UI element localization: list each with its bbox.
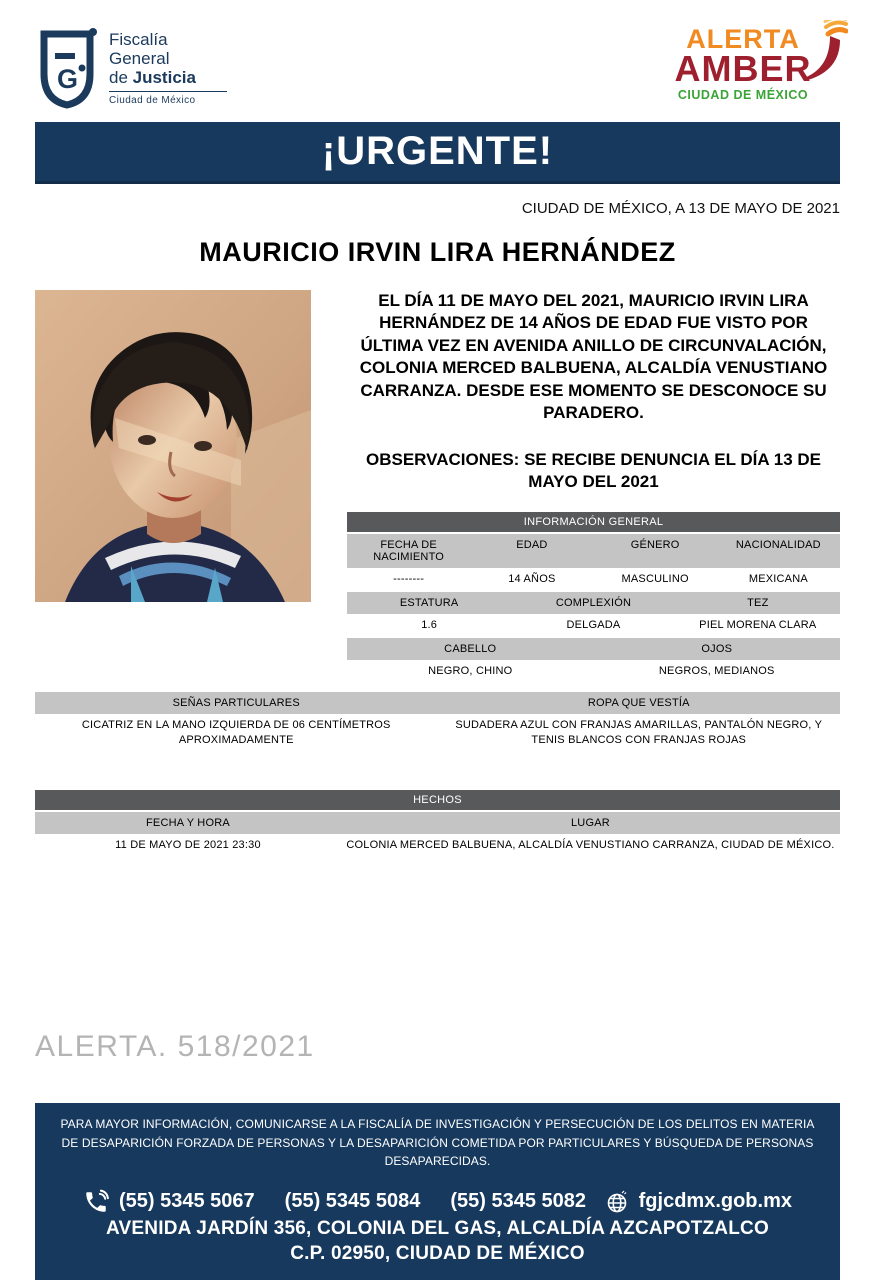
address-line-2: C.P. 02950, CIUDAD DE MÉXICO xyxy=(290,1242,585,1264)
amber-swoosh-icon xyxy=(800,20,848,87)
info-value-row-1 xyxy=(347,568,840,590)
contact-row xyxy=(55,1189,820,1215)
fecha-hora-value: 11 DE MAYO DE 2021 23:30 xyxy=(115,839,261,852)
col-header: FECHA DE NACIMIENTO xyxy=(373,538,445,563)
phone-number-3: (55) 5345 5082 xyxy=(450,1190,587,1213)
fgj-line1: Fiscalía xyxy=(109,30,168,49)
observations: OBSERVACIONES: SE RECIBE DENUNCIA EL DÍA 13 DE MAYO DEL 2021 xyxy=(366,449,821,492)
fgj-logo-text xyxy=(109,26,227,106)
address-line-1: AVENIDA JARDÍN 356, COLONIA DEL GAS, ALCALDÍA AZCAPOTZALCO xyxy=(106,1217,769,1239)
col-header: COMPLEXIÓN xyxy=(555,596,632,609)
main-content xyxy=(35,290,840,682)
footer-info-text: PARA MAYOR INFORMACIÓN, COMUNICARSE A LA FISCALÍA DE INVESTIGACIÓN Y PERSECUCIÓN DE LOS DELITOS EN MATERIA DE DESAPARICIÓN FORZADA DE PERSONAS Y LA DESAPARICIÓN COMETIDA POR PARTICULARES Y BÚSQUEDA DE PERSONAS DESAPARECIDAS. xyxy=(60,1117,815,1169)
fgj-shield-icon xyxy=(35,26,99,115)
urgent-banner xyxy=(35,122,840,184)
alerta-amber-logo xyxy=(672,26,840,102)
website-url: fgjcdmx.gob.mx xyxy=(638,1190,792,1213)
info-header-row-3 xyxy=(347,638,840,660)
senas-value: CICATRIZ EN LA MANO IZQUIERDA DE 06 CENTÍMETROS APROXIMADAMENTE xyxy=(81,719,391,747)
amber-word-amber: AMBER xyxy=(674,48,812,89)
cell-value: NEGRO, CHINO xyxy=(428,664,513,677)
col-header: SEÑAS PARTICULARES xyxy=(172,696,300,709)
disappearance-description: EL DÍA 11 DE MAYO DEL 2021, MAURICIO IRVIN LIRA HERNÁNDEZ DE 14 AÑOS DE EDAD FUE VISTO POR ÚLTIMA VEZ EN AVENIDA ANILLO DE CIRCUNVALACIÓN, COLONIA MERCED BALBUENA, ALCALDÍA VENUSTIANO CARRANZA. DESDE ESE MOMENTO SE DESCONOCE SU PARADERO. xyxy=(359,291,828,423)
col-header: CABELLO xyxy=(444,642,497,655)
cell-value: -------- xyxy=(393,572,425,585)
urgent-banner-text: ¡URGENTE! xyxy=(321,129,554,173)
col-header: NACIONALIDAD xyxy=(735,538,821,551)
senas-value-row xyxy=(35,714,840,752)
cell-value: MASCULINO xyxy=(621,572,689,585)
senas-header-row xyxy=(35,692,840,715)
hechos-table xyxy=(35,790,840,856)
amber-word-alerta: ALERTA xyxy=(686,24,800,54)
fgj-line3: de Justicia xyxy=(109,68,196,87)
cell-value: PIEL MORENA CLARA xyxy=(699,618,817,631)
phone-number-1: (55) 5345 5067 xyxy=(119,1190,255,1213)
alert-folio-number: ALERTA. 518/2021 xyxy=(35,1030,315,1063)
fgj-line2: General xyxy=(109,49,170,68)
col-header: FECHA Y HORA xyxy=(145,817,230,830)
info-header-row-1 xyxy=(347,534,840,568)
col-header: ROPA QUE VESTÍA xyxy=(587,696,690,709)
hechos-value-row xyxy=(35,834,840,856)
col-header: EDAD xyxy=(516,538,548,551)
svg-text:G: G xyxy=(57,64,79,94)
dateline: CIUDAD DE MÉXICO, A 13 DE MAYO DE 2021 xyxy=(521,200,840,217)
phone-number-2: (55) 5345 5084 xyxy=(284,1190,421,1213)
informacion-general-table xyxy=(347,512,840,682)
phone-icon xyxy=(83,1189,109,1215)
hechos-title: HECHOS xyxy=(35,790,840,810)
website-group xyxy=(605,1190,792,1214)
fgj-separator xyxy=(109,91,227,92)
col-header: LUGAR xyxy=(570,817,610,830)
header xyxy=(35,26,840,114)
globe-icon xyxy=(605,1190,629,1214)
cell-value: MEXICANA xyxy=(748,572,808,585)
fgj-city-label: Ciudad de México xyxy=(109,95,196,106)
phone-numbers xyxy=(119,1190,586,1213)
footer xyxy=(35,1103,840,1280)
info-value-row-2 xyxy=(347,614,840,636)
person-name-title: MAURICIO IRVIN LIRA HERNÁNDEZ xyxy=(199,237,676,267)
cell-value: DELGADA xyxy=(566,618,621,631)
cell-value: 1.6 xyxy=(421,618,438,631)
col-header: TEZ xyxy=(747,596,769,609)
missing-person-photo xyxy=(35,290,311,602)
info-value-row-3 xyxy=(347,660,840,682)
col-header: GÉNERO xyxy=(630,538,680,551)
cell-value: 14 AÑOS xyxy=(508,572,556,585)
lugar-value: COLONIA MERCED BALBUENA, ALCALDÍA VENUSTIANO CARRANZA, CIUDAD DE MÉXICO. xyxy=(346,839,835,852)
amber-city-label: CIUDAD DE MÉXICO xyxy=(677,88,809,102)
cell-value: NEGROS, MEDIANOS xyxy=(658,664,775,677)
col-header: ESTATURA xyxy=(399,596,459,609)
hechos-header-row xyxy=(35,812,840,834)
col-header: OJOS xyxy=(701,642,733,655)
fgj-logo xyxy=(35,26,227,115)
details-column xyxy=(347,290,840,682)
info-header-row-2 xyxy=(347,592,840,614)
info-general-title: INFORMACIÓN GENERAL xyxy=(347,512,840,532)
ropa-value: SUDADERA AZUL CON FRANJAS AMARILLAS, PANTALÓN NEGRO, Y TENIS BLANCOS CON FRANJAS ROJAS xyxy=(455,719,823,747)
senas-ropa-section xyxy=(35,692,840,753)
